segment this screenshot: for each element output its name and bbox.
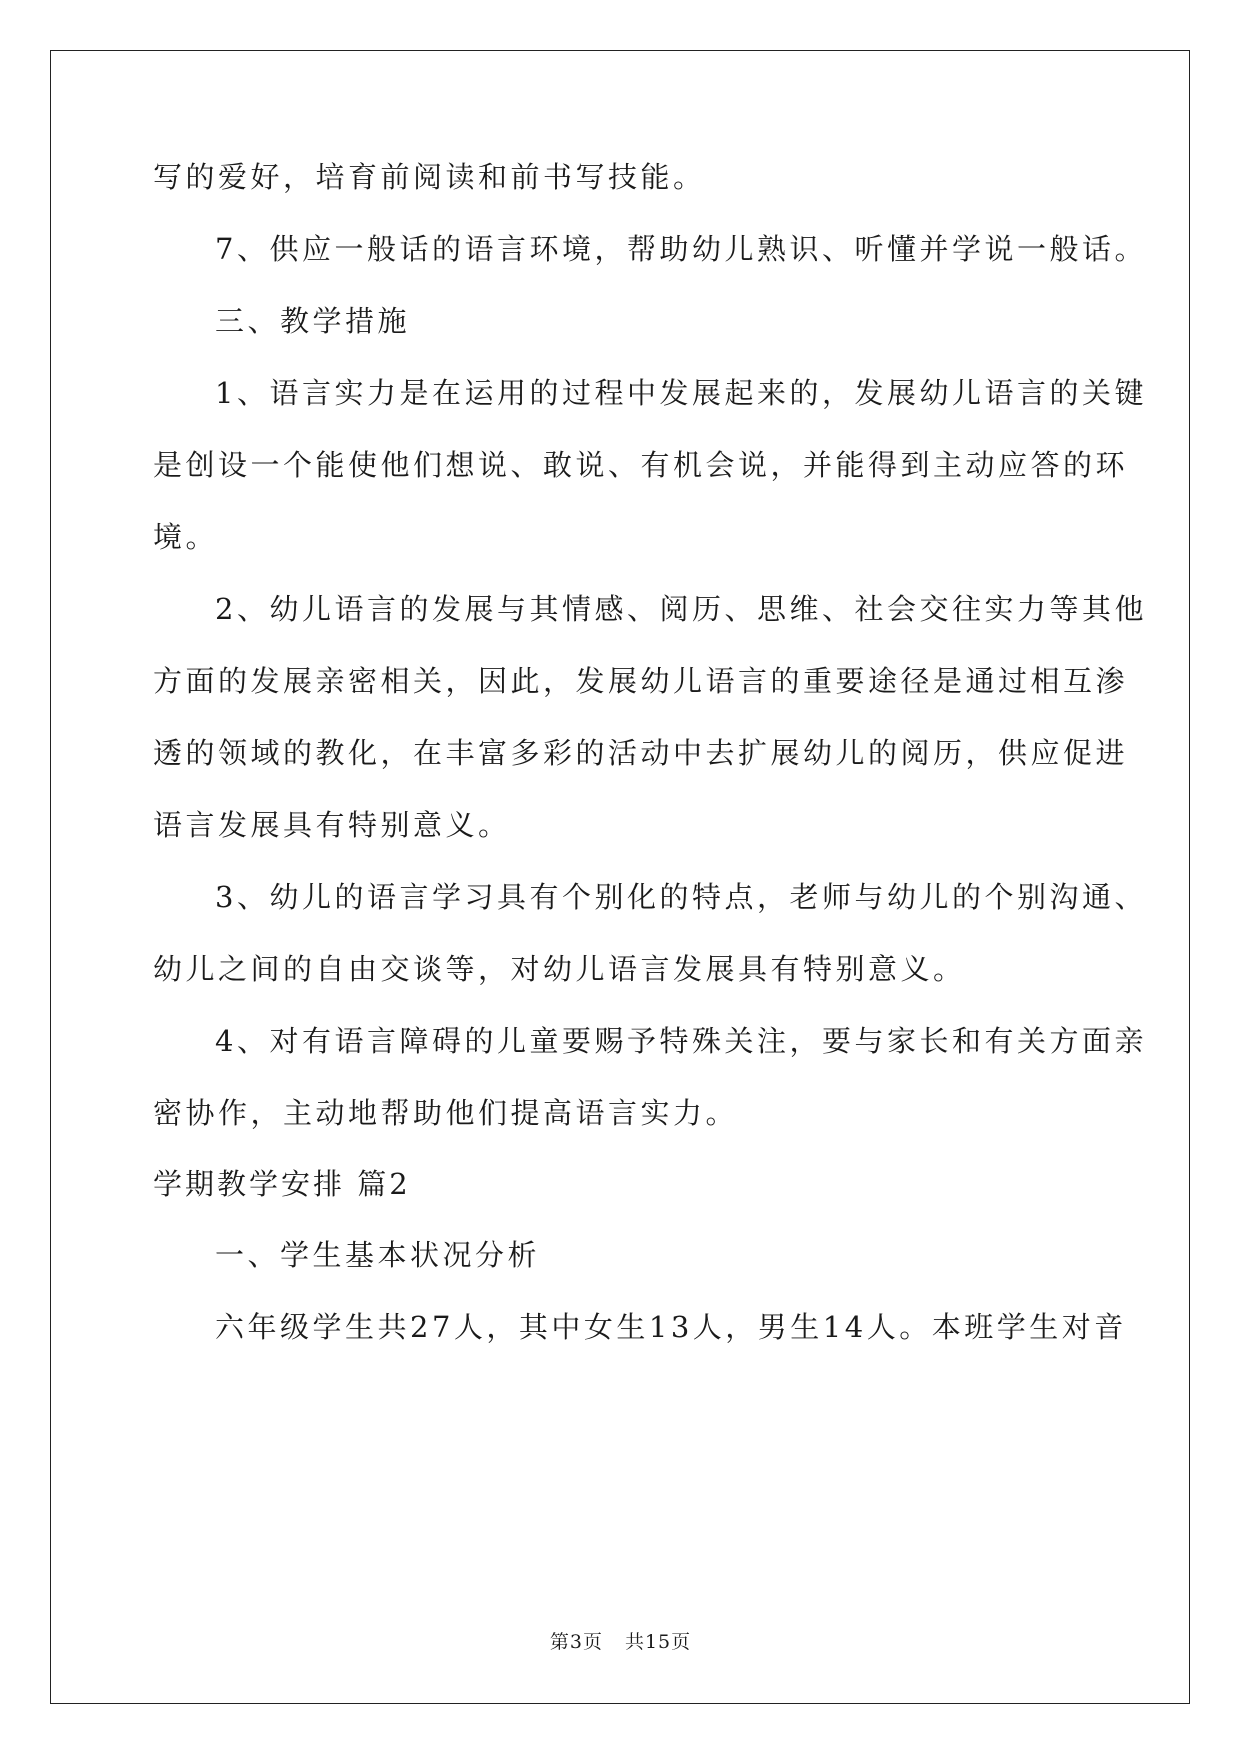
paragraph-line: 六年级学生共27人，其中女生13人，男生14人。本班学生对音 — [215, 1310, 1127, 1344]
paragraph-line: 密协作，主动地帮助他们提高语言实力。 — [153, 1096, 739, 1130]
section-heading: 三、教学措施 — [215, 304, 411, 338]
page-number-total: 共15页 — [624, 1631, 692, 1653]
article-heading: 学期教学安排 篇2 — [153, 1167, 411, 1201]
page-number-current: 第3页 — [549, 1631, 603, 1653]
paragraph-line: 2、幼儿语言的发展与其情感、阅历、思维、社会交往实力等其他 — [215, 592, 1147, 626]
paragraph-line: 4、对有语言障碍的儿童要赐予特殊关注，要与家长和有关方面亲 — [215, 1024, 1147, 1058]
paragraph-line: 方面的发展亲密相关，因此，发展幼儿语言的重要途径是通过相互渗 — [153, 664, 1129, 698]
paragraph-line: 是创设一个能使他们想说、敢说、有机会说，并能得到主动应答的环 — [153, 448, 1129, 482]
paragraph-line: 透的领域的教化，在丰富多彩的活动中去扩展幼儿的阅历，供应促进 — [153, 736, 1129, 770]
paragraph-line: 语言发展具有特别意义。 — [153, 808, 511, 842]
paragraph-line: 1、语言实力是在运用的过程中发展起来的，发展幼儿语言的关键 — [215, 376, 1147, 410]
page-footer — [0, 1630, 1241, 1654]
paragraph-line: 境。 — [153, 520, 219, 554]
paragraph-line: 幼儿之间的自由交谈等，对幼儿语言发展具有特别意义。 — [153, 952, 966, 986]
paragraph-line: 3、幼儿的语言学习具有个别化的特点，老师与幼儿的个别沟通、 — [215, 880, 1147, 914]
section-heading: 一、学生基本状况分析 — [215, 1238, 541, 1272]
paragraph-line: 写的爱好，培育前阅读和前书写技能。 — [153, 160, 706, 194]
paragraph-line: 7、供应一般话的语言环境，帮助幼儿熟识、听懂并学说一般话。 — [215, 232, 1147, 266]
